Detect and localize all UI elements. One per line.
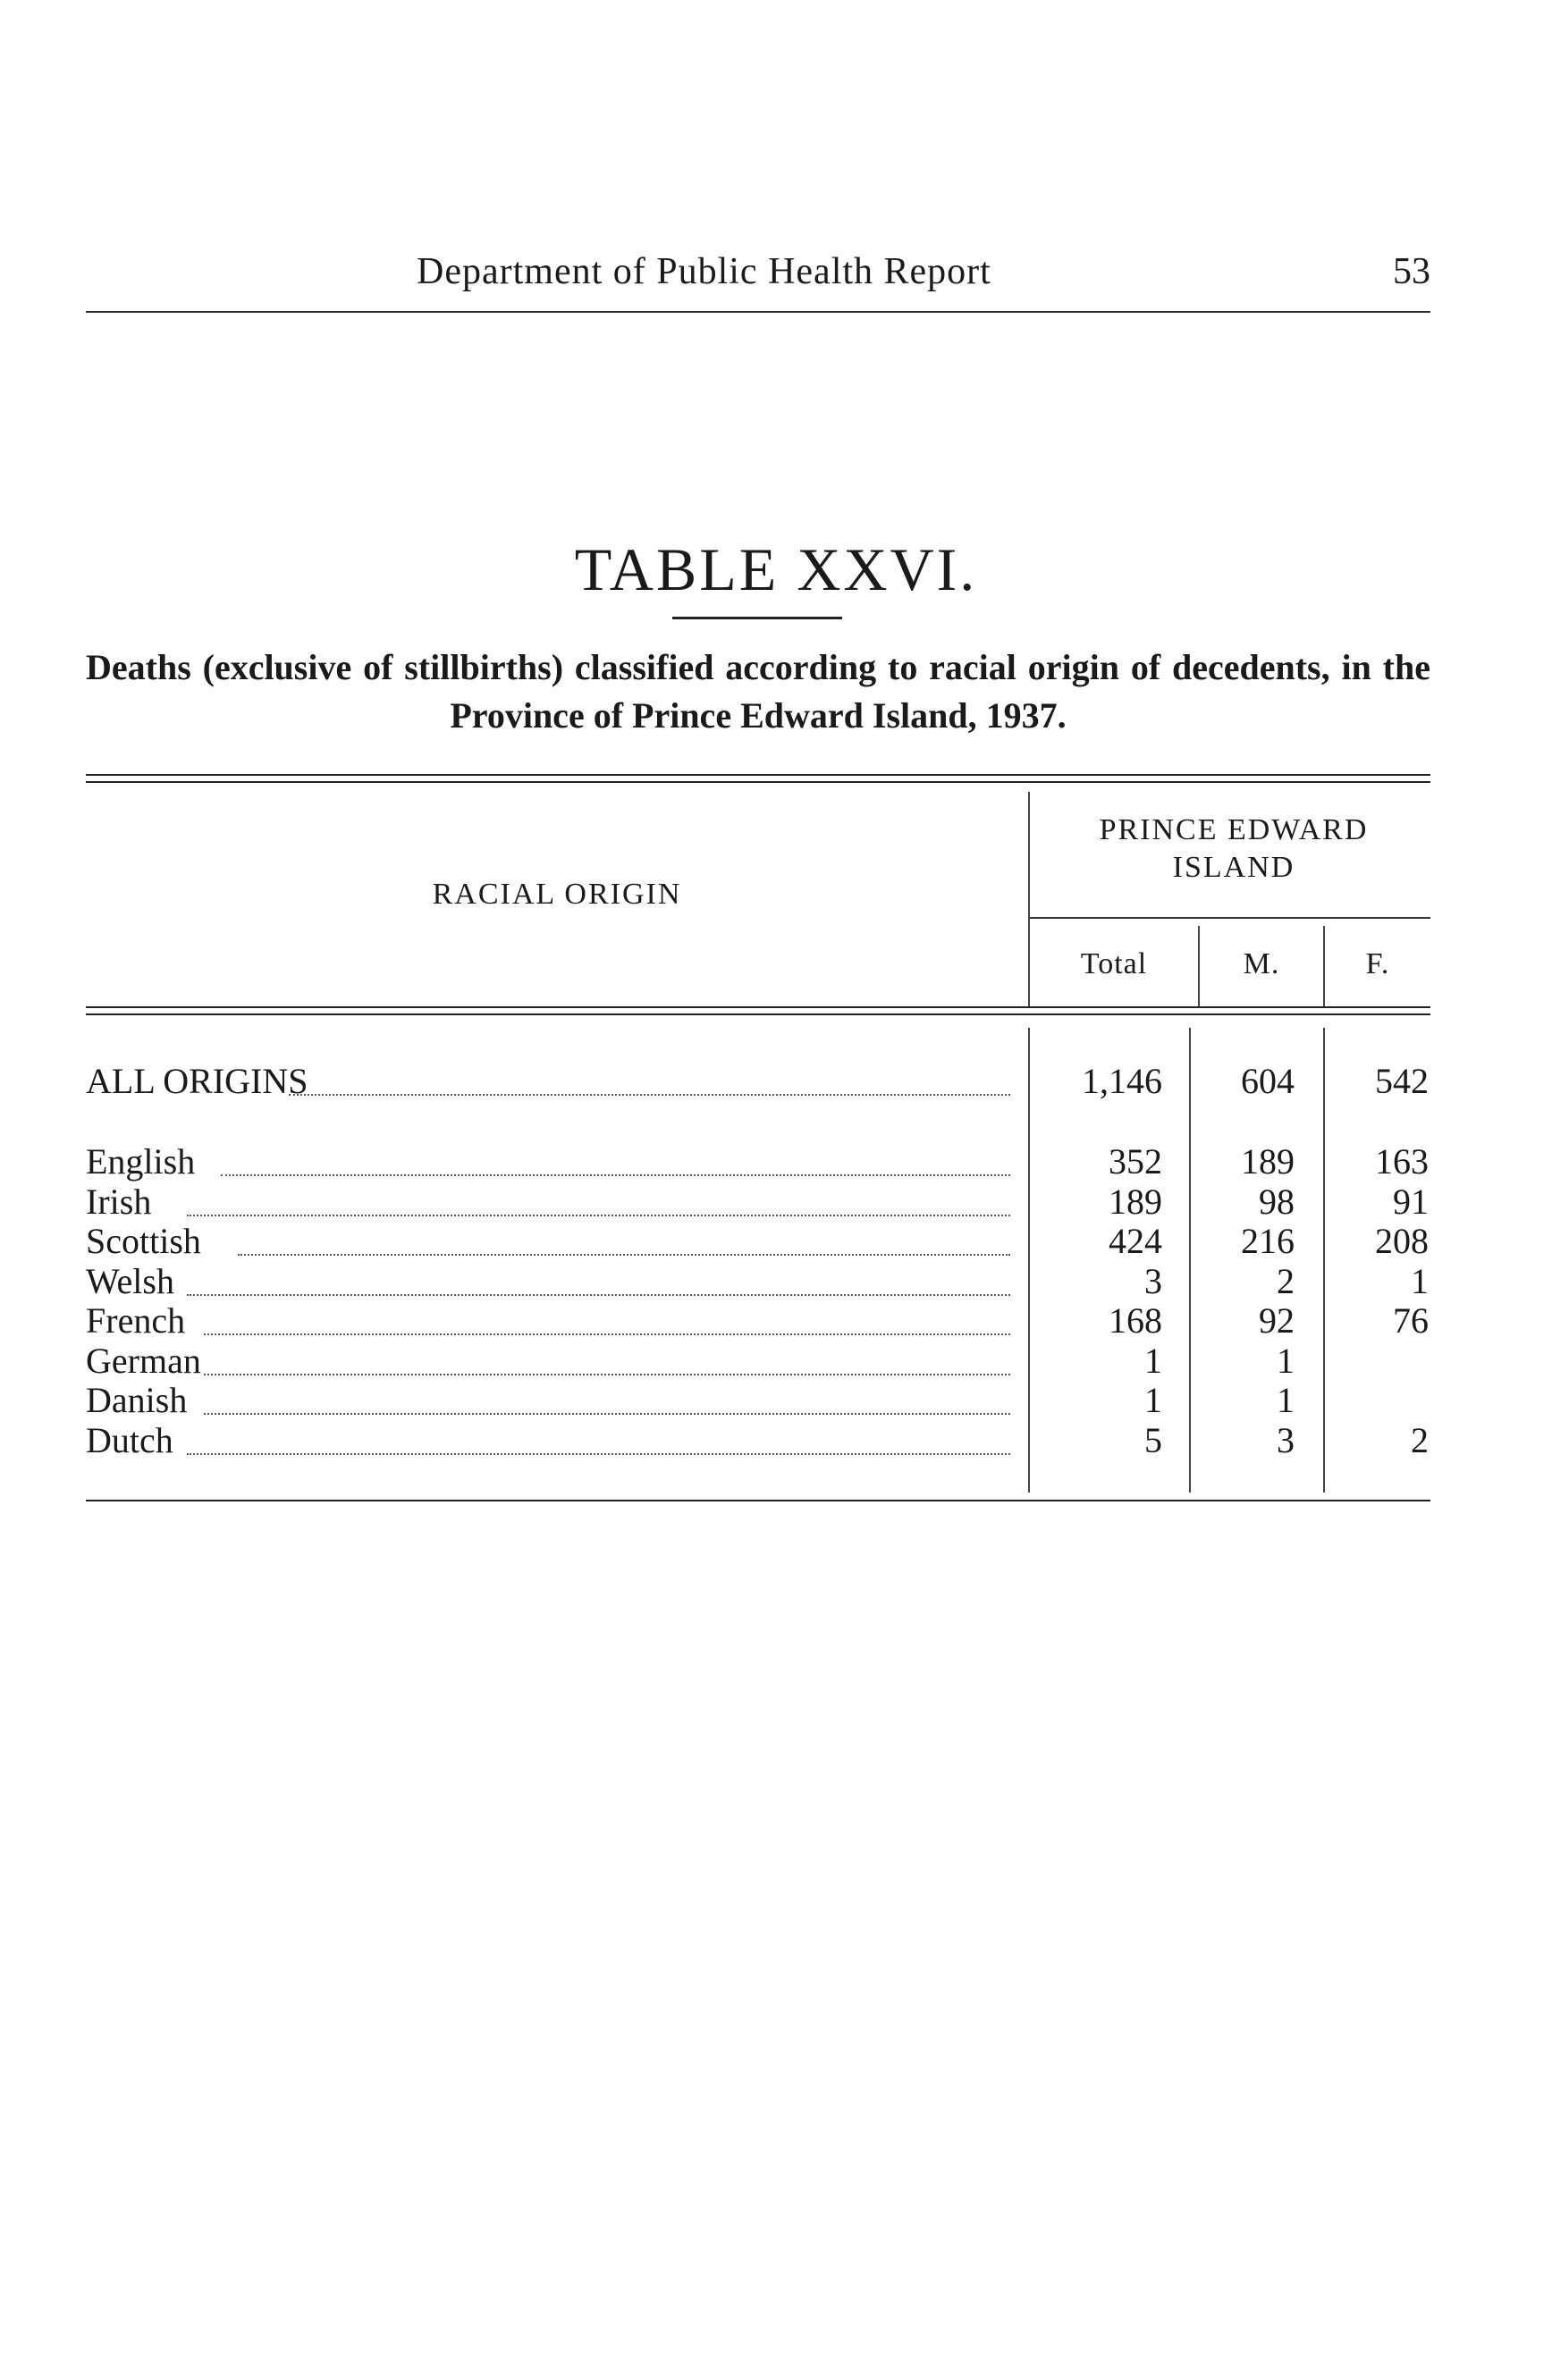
table-bottom-rule bbox=[86, 1500, 1430, 1501]
all-origins-row-total: 1,146 bbox=[1082, 1061, 1162, 1101]
origin-row-french-total: 168 bbox=[1109, 1300, 1162, 1341]
origin-row-irish-f: 91 bbox=[1393, 1181, 1429, 1222]
origin-row-german-m: 1 bbox=[1277, 1340, 1295, 1381]
origin-row-french-m: 92 bbox=[1259, 1300, 1295, 1341]
dot-leader bbox=[204, 1413, 1010, 1415]
table-top-rule bbox=[86, 774, 1430, 776]
dot-leader bbox=[187, 1215, 1010, 1216]
dot-leader bbox=[187, 1453, 1010, 1455]
origin-row-danish-total: 1 bbox=[1144, 1380, 1162, 1420]
origin-row-dutch-f: 2 bbox=[1411, 1419, 1429, 1460]
table-title: TABLE XXVI. bbox=[574, 535, 978, 603]
header-prince-edward-island: PRINCE EDWARD ISLAND bbox=[1099, 813, 1369, 884]
origin-row-irish-total: 189 bbox=[1109, 1181, 1162, 1222]
title-rule bbox=[672, 617, 842, 619]
origin-row-danish-label: Danish bbox=[86, 1380, 188, 1420]
dot-leader bbox=[187, 1294, 1010, 1296]
origin-row-welsh-m: 2 bbox=[1277, 1260, 1295, 1301]
origin-row-english-f: 163 bbox=[1375, 1141, 1429, 1182]
origin-row-scottish-m: 216 bbox=[1241, 1221, 1295, 1261]
table-top-rule-2 bbox=[86, 781, 1430, 783]
origin-row-english-label: English bbox=[86, 1141, 196, 1182]
header-racial-origin: RACIAL ORIGIN bbox=[432, 878, 682, 911]
origin-row-scottish-total: 424 bbox=[1109, 1221, 1162, 1261]
header-male: M. bbox=[1243, 947, 1280, 980]
origin-row-welsh-total: 3 bbox=[1144, 1260, 1162, 1301]
origin-row-dutch-label: Dutch bbox=[86, 1419, 173, 1460]
all-origins-row-m: 604 bbox=[1241, 1061, 1295, 1101]
origin-row-welsh-f: 1 bbox=[1411, 1260, 1429, 1301]
dot-leader bbox=[204, 1374, 1010, 1375]
origin-row-english-total: 352 bbox=[1109, 1141, 1162, 1182]
origin-row-danish-m: 1 bbox=[1277, 1380, 1295, 1420]
dot-leader bbox=[221, 1174, 1010, 1176]
header-rule bbox=[86, 311, 1430, 313]
origin-row-french-label: French bbox=[86, 1300, 186, 1341]
origin-row-german-total: 1 bbox=[1144, 1340, 1162, 1381]
all-origins-row-label: ALL ORIGINS bbox=[86, 1061, 308, 1101]
page-header bbox=[86, 240, 1430, 304]
table-caption: Deaths (exclusive of stillbirths) classified according to racial origin of decedents, in the Province of Prince Edward Island, 1937. bbox=[86, 647, 1430, 736]
origin-row-scottish-label: Scottish bbox=[86, 1221, 201, 1261]
origin-row-dutch-total: 5 bbox=[1144, 1419, 1162, 1460]
dot-leader bbox=[289, 1094, 1010, 1096]
origin-row-scottish-f: 208 bbox=[1375, 1221, 1429, 1261]
running-title: Department of Public Health Report bbox=[417, 251, 991, 292]
origin-row-irish-label: Irish bbox=[86, 1181, 152, 1222]
origin-row-welsh-label: Welsh bbox=[86, 1260, 174, 1301]
header-bottom-rule-2 bbox=[86, 1013, 1430, 1015]
origin-row-english-m: 189 bbox=[1241, 1141, 1295, 1182]
dot-leader bbox=[204, 1333, 1010, 1335]
page-number: 53 bbox=[1393, 251, 1430, 292]
origin-row-french-f: 76 bbox=[1393, 1300, 1429, 1341]
origin-row-dutch-m: 3 bbox=[1277, 1419, 1295, 1460]
origin-row-irish-m: 98 bbox=[1259, 1181, 1295, 1222]
origin-row-german-label: German bbox=[86, 1340, 201, 1381]
header-bottom-rule bbox=[86, 1006, 1430, 1008]
header-total: Total bbox=[1080, 947, 1148, 980]
header-female: F. bbox=[1365, 947, 1390, 980]
group-header-rule bbox=[1030, 917, 1430, 919]
all-origins-row-f: 542 bbox=[1375, 1061, 1429, 1101]
dot-leader bbox=[238, 1254, 1010, 1256]
